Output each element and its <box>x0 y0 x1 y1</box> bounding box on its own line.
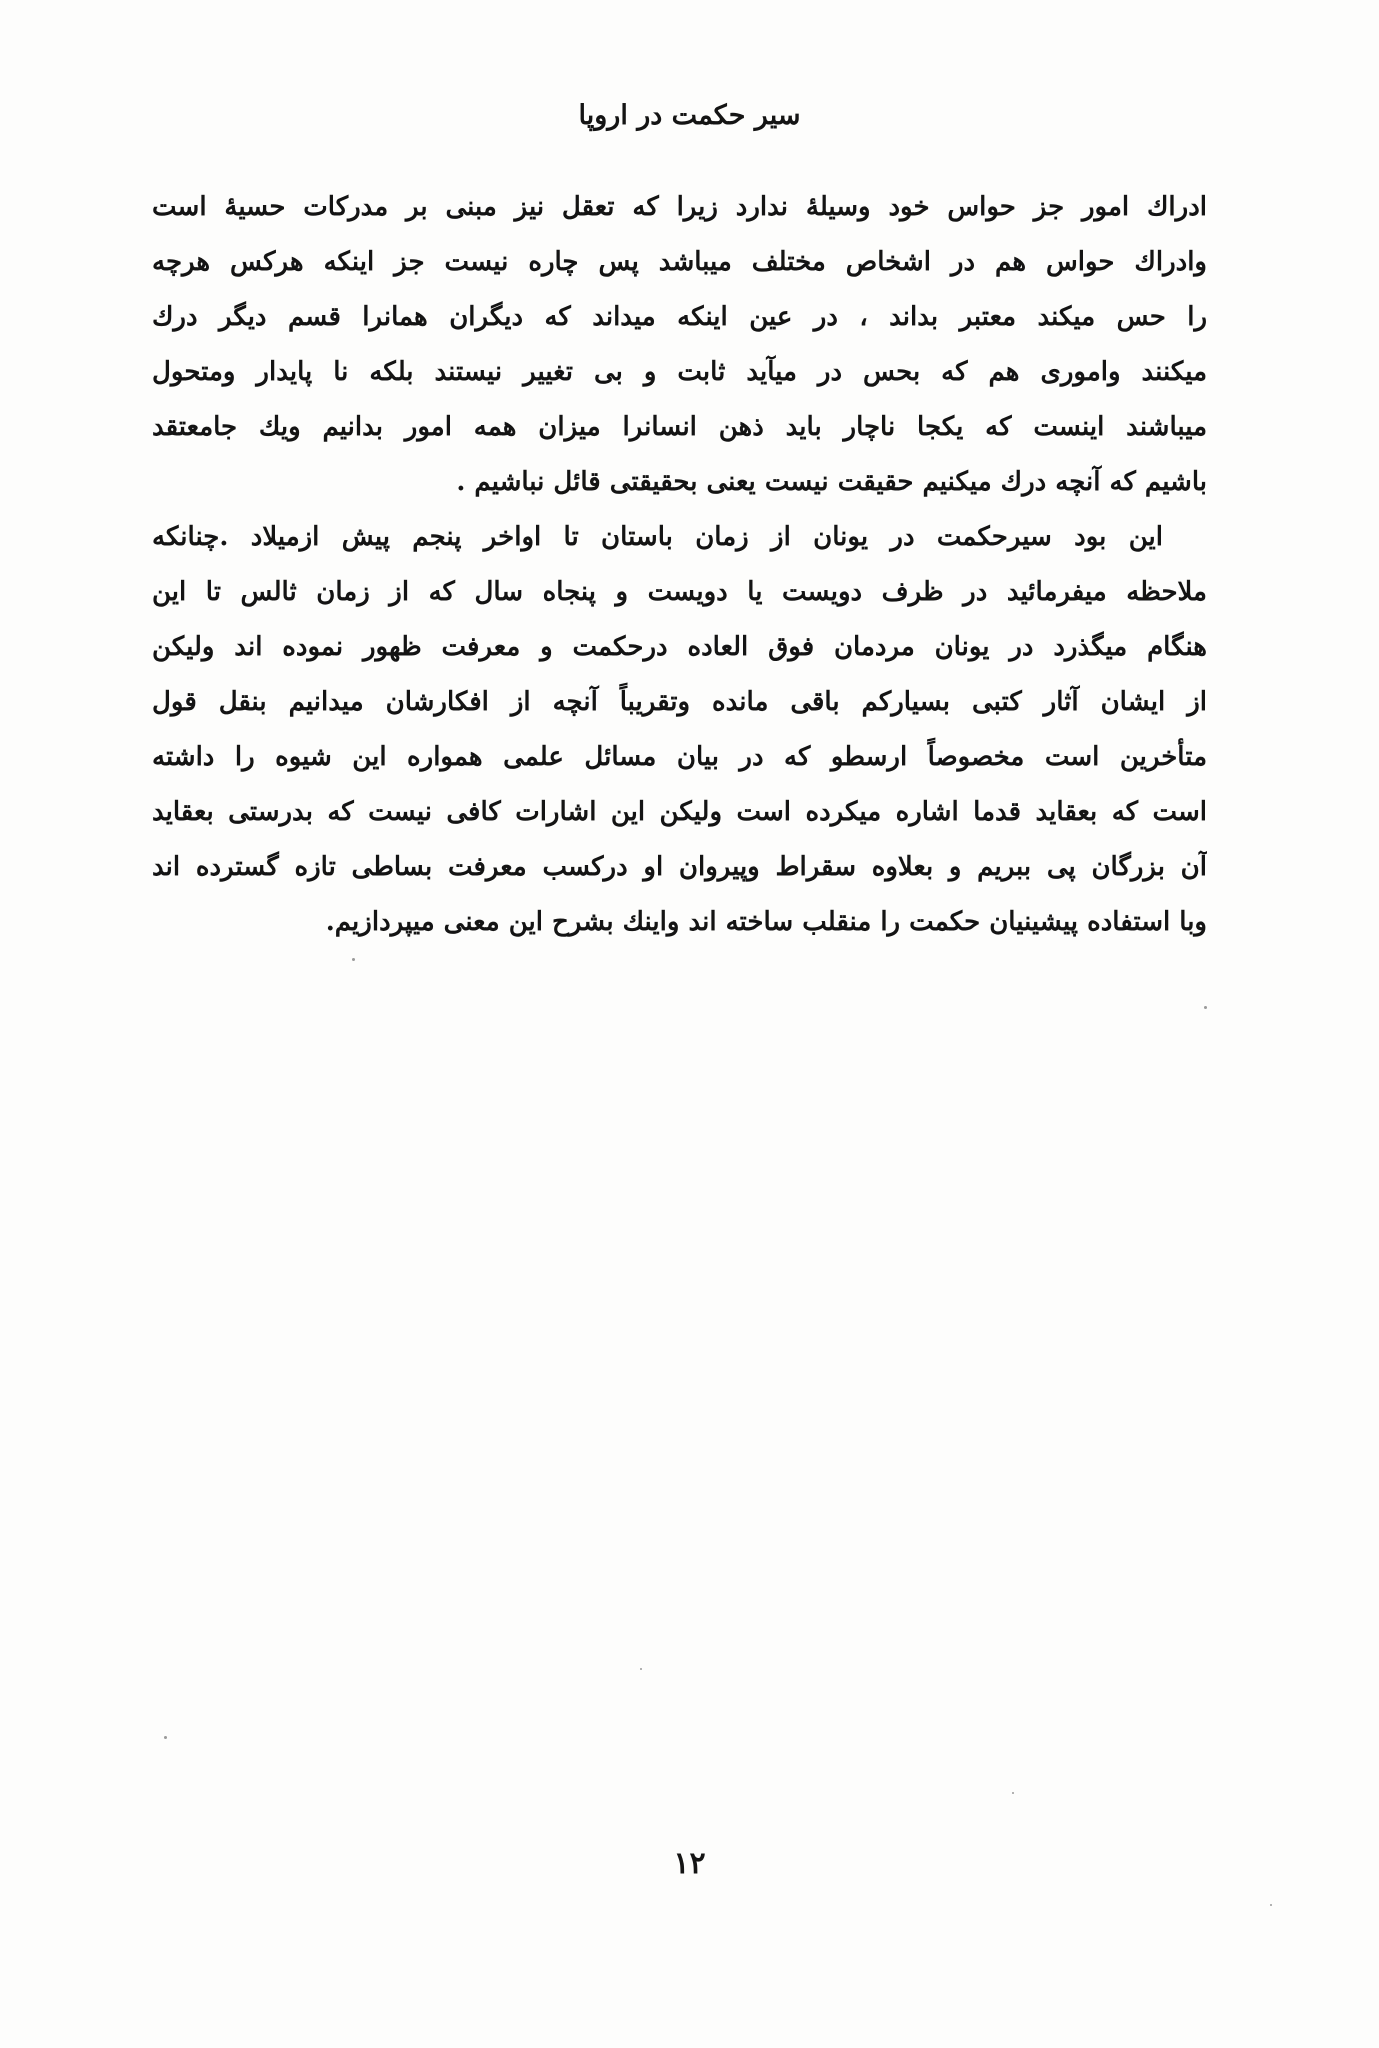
text-line: را حس میکند معتبر بداند ، در عین اینکه میداند که دیگران همانرا قسم دیگر درك <box>152 302 1207 332</box>
scan-speck <box>1012 1792 1014 1794</box>
text-line: است که بعقاید قدما اشاره میکرده است ولیکن این اشارات کافی نیست که بدرستی بعقاید <box>152 797 1207 827</box>
text-line: آن بزرگان پی ببریم و بعلاوه سقراط وپیروان او درکسب معرفت بساطی تازه گسترده اند <box>152 852 1207 882</box>
paragraph-2 <box>152 510 1207 950</box>
text-line: وبا استفاده پیشینیان حکمت را منقلب ساخته اند واینك بشرح این معنی میپردازیم. <box>325 907 1207 937</box>
text-line: از ایشان آثار کتبی بسیارکم باقی مانده وتقریباً آنچه از افکارشان میدانیم بنقل قول <box>152 687 1207 717</box>
body-text <box>152 180 1207 950</box>
paragraph-1 <box>152 180 1207 510</box>
page-number: ۱۲ <box>673 1846 706 1881</box>
scan-speck <box>352 958 355 961</box>
text-line: باشیم که آنچه درك میکنیم حقیقت نیست یعنی بحقیقتی قائل نباشیم . <box>456 467 1207 497</box>
text-line: میباشند اینست که یکجا ناچار باید ذهن انسانرا میزان همه امور بدانیم ویك جامعتقد <box>152 412 1207 442</box>
text-line: هنگام میگذرد در یونان مردمان فوق العاده درحکمت و معرفت ظهور نموده اند ولیکن <box>152 632 1207 662</box>
text-line: این بود سیرحکمت در یونان از زمان باستان تا اواخر پنجم پیش ازمیلاد .چنانکه <box>152 522 1163 552</box>
text-line: میکنند واموری هم که بحس در میآید ثابت و بی تغییر نیستند بلکه نا پایدار ومتحول <box>152 357 1207 387</box>
text-line: ادراك امور جز حواس خود وسیلهٔ ندارد زیرا که تعقل نیز مبنی بر مدرکات حسیهٔ است <box>152 192 1207 222</box>
scan-speck <box>1204 1006 1207 1009</box>
text-line: متأخرین است مخصوصاً ارسطو که در بیان مسائل علمی همواره این شیوه را داشته <box>152 742 1207 772</box>
text-line: وادراك حواس هم در اشخاص مختلف میباشد پس چاره نیست جز اینکه هرکس هرچه <box>152 247 1207 277</box>
scan-speck <box>164 1736 167 1739</box>
running-head: سیر حکمت در اروپا <box>578 100 801 131</box>
scan-speck <box>640 1668 642 1670</box>
text-line: ملاحظه میفرمائید در ظرف دویست یا دویست و پنجاه سال که از زمان ثالس تا این <box>152 577 1207 607</box>
scan-speck <box>1270 1904 1272 1906</box>
